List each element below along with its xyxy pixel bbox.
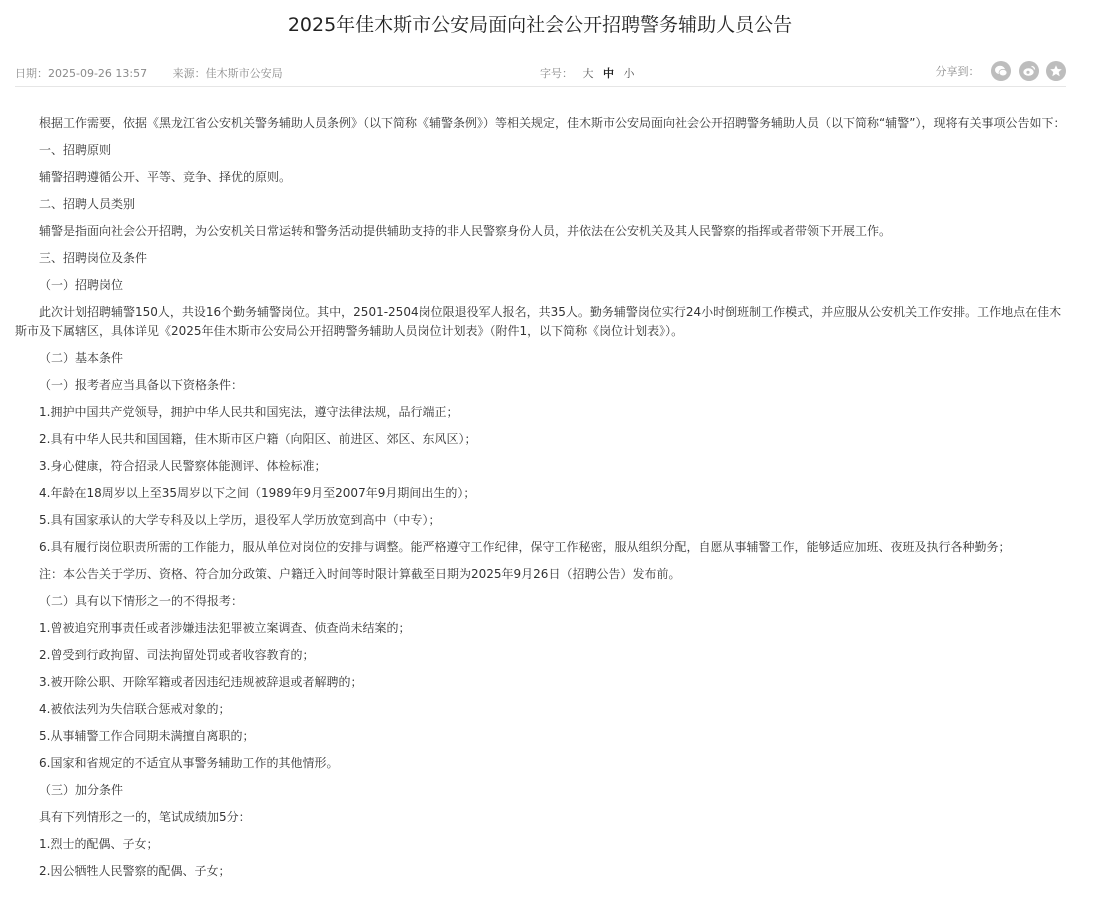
publish-date: 日期：2025-09-26 13:57 bbox=[15, 67, 148, 80]
article-paragraph: 6.国家和省规定的不适宜从事警务辅助工作的其他情形。 bbox=[39, 756, 339, 770]
article-paragraph: 1.烈士的配偶、子女； bbox=[39, 837, 159, 851]
article-paragraph: 2.曾受到行政拘留、司法拘留处罚或者收容教育的； bbox=[39, 648, 315, 662]
article-paragraph: 注：本公告关于学历、资格、符合加分政策、户籍迁入时间等时限计算截至日期为2025年9月26日（招聘公告）发布前。 bbox=[39, 567, 681, 581]
article-paragraph: 5.从事辅警工作合同期未满擅自离职的； bbox=[39, 729, 255, 743]
article-paragraph: 3.身心健康，符合招录人民警察体能测评、体检标准； bbox=[39, 459, 327, 473]
article-paragraph: 一、招聘原则 bbox=[39, 143, 112, 157]
article-paragraph: 根据工作需要，依据《黑龙江省公安机关警务辅助人员条例》（以下简称《辅警条例》）等相关规定，佳木斯市公安局面向社会公开招聘警务辅助人员（以下简称“辅警”），现将有关事项公告如下： bbox=[39, 116, 1066, 130]
article-paragraph: 具有下列情形之一的，笔试成绩加5分： bbox=[39, 810, 251, 824]
share-label: 分享到： bbox=[935, 65, 980, 78]
article-paragraph: 三、招聘岗位及条件 bbox=[39, 251, 148, 265]
article-paragraph: 2.因公牺牲人民警察的配偶、子女； bbox=[39, 864, 231, 878]
font-size-label: 字号： bbox=[540, 67, 573, 80]
font-size-medium-button[interactable]: 中 bbox=[603, 67, 614, 80]
article-paragraph: 辅警是指面向社会公开招聘，为公安机关日常运转和警务活动提供辅助支持的非人民警察身份人员，并依法在公安机关及其人民警察的指挥或者带领下开展工作。 bbox=[39, 224, 892, 238]
article-paragraph: 二、招聘人员类别 bbox=[39, 197, 136, 211]
article-source: 来源：佳木斯市公安局 bbox=[172, 67, 283, 80]
share-bar bbox=[936, 61, 1067, 81]
article-paragraph: 2.具有中华人民共和国国籍，佳木斯市区户籍（向阳区、前进区、郊区、东风区）； bbox=[39, 432, 477, 446]
favorite-star-icon[interactable] bbox=[1046, 61, 1066, 81]
article-paragraph: （三）加分条件 bbox=[39, 783, 124, 797]
article-paragraph: 1.拥护中国共产党领导，拥护中华人民共和国宪法，遵守法律法规，品行端正； bbox=[39, 405, 459, 419]
article-meta-left bbox=[15, 65, 283, 81]
weibo-icon[interactable] bbox=[1019, 61, 1039, 81]
article-paragraph: 此次计划招聘辅警150人，共设16个勤务辅警岗位。其中，2501-2504岗位限退役军人报名，共35人。勤务辅警岗位实行24小时倒班制工作模式，并应服从公安机关工作安排。工作地点在佳木斯市及下属辖区，具体详见《2025年佳木斯市公安局公开招聘警务辅助人员岗位计划表》（附件1，以下简称《岗位计划表》）。 bbox=[15, 305, 1062, 338]
article-title: 2025年佳木斯市公安局面向社会公开招聘警务辅助人员公告 bbox=[287, 14, 793, 36]
wechat-icon[interactable] bbox=[991, 61, 1011, 81]
article-paragraph: 6.具有履行岗位职责所需的工作能力，服从单位对岗位的安排与调整。能严格遵守工作纪律，保守工作秘密，服从组织分配，自愿从事辅警工作，能够适应加班、夜班及执行各种勤务； bbox=[39, 540, 1011, 554]
font-size-large-button[interactable]: 大 bbox=[582, 67, 594, 80]
article-paragraph: （二）具有以下情形之一的不得报考： bbox=[39, 594, 244, 608]
article-paragraph: 4.被依法列为失信联合惩戒对象的； bbox=[39, 702, 231, 716]
article-paragraph: 4.年龄在18周岁以上至35周岁以下之间（1989年9月至2007年9月期间出生的）； bbox=[39, 486, 476, 500]
font-size-control bbox=[540, 65, 635, 81]
article-paragraph: 3.被开除公职、开除军籍或者因违纪违规被辞退或者解聘的； bbox=[39, 675, 363, 689]
article-paragraph: 5.具有国家承认的大学专科及以上学历，退役军人学历放宽到高中（中专）； bbox=[39, 513, 441, 527]
article-paragraph: （一）招聘岗位 bbox=[39, 278, 124, 292]
article-paragraph: 1.曾被追究刑事责任或者涉嫌违法犯罪被立案调查、侦查尚未结案的； bbox=[39, 621, 411, 635]
article-paragraph: （二）基本条件 bbox=[39, 351, 124, 365]
article-body bbox=[15, 114, 1066, 889]
article-paragraph: 辅警招聘遵循公开、平等、竞争、择优的原则。 bbox=[39, 170, 292, 184]
font-size-small-button[interactable]: 小 bbox=[623, 67, 635, 80]
article-paragraph: （一）报考者应当具备以下资格条件： bbox=[39, 378, 244, 392]
article-meta-bar bbox=[15, 60, 1066, 87]
